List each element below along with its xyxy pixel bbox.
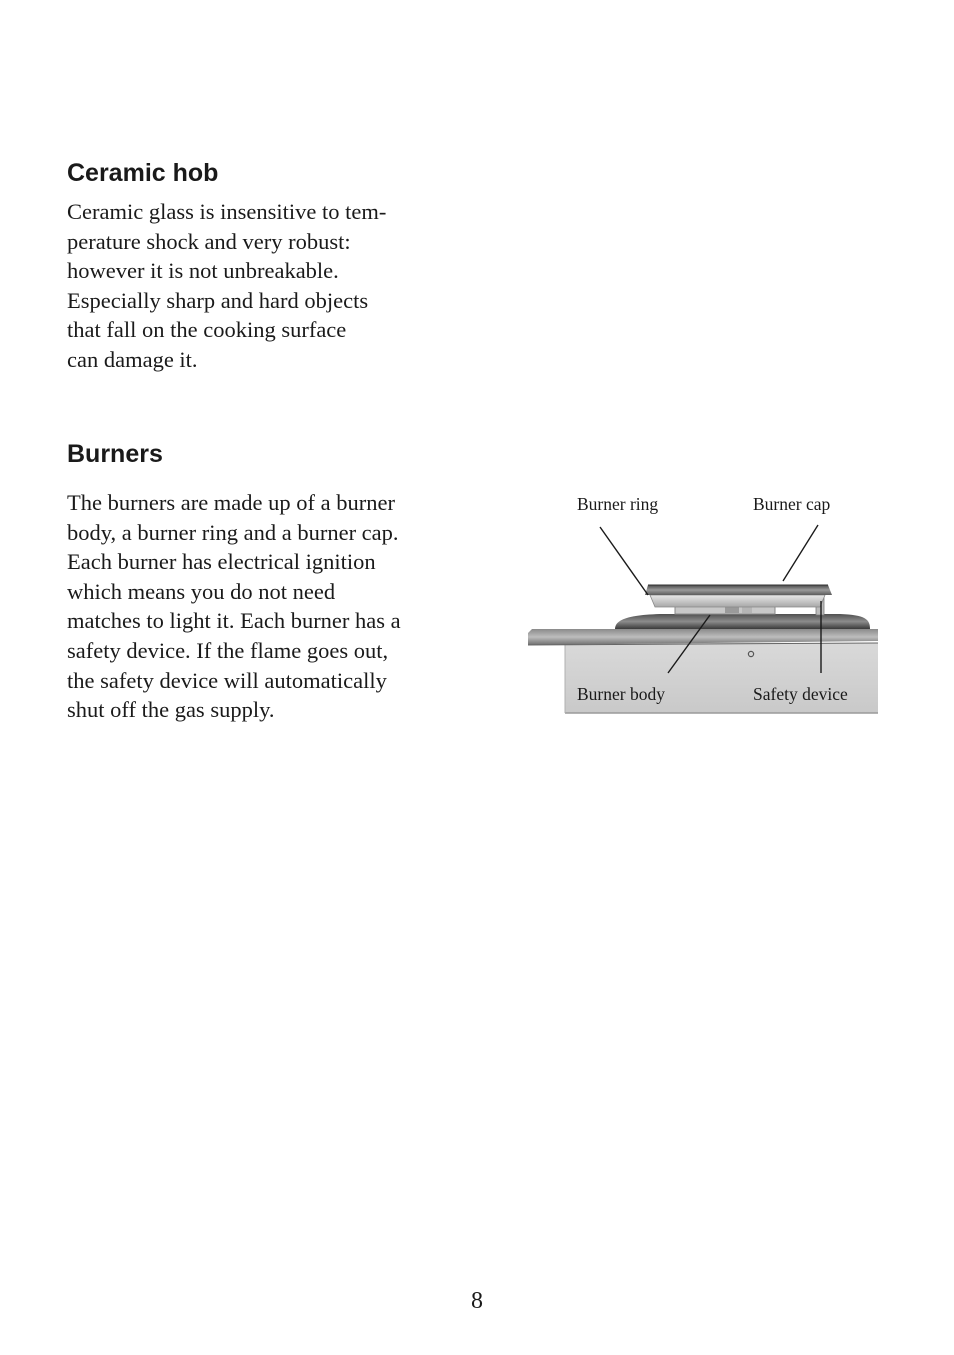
label-safety-device: Safety device [753,684,848,704]
text-line: Ceramic glass is insensitive to tem- [67,199,387,224]
burner-body [615,614,870,629]
leader-line-burner-ring [600,527,648,595]
text-line: Especially sharp and hard objects [67,287,369,313]
text-line: The burners are made up of a burner [67,490,395,515]
heading-burners: Burners [67,440,163,468]
burner-diagram [520,485,890,725]
label-burner-ring: Burner ring [577,494,659,514]
paragraph-burners [67,488,401,725]
page-number: 8 [471,1288,483,1314]
text-line: which means you do not need [67,578,336,604]
text-line: safety device. If the flame goes out, [67,637,389,663]
text-line: can damage it. [67,346,198,372]
heading-ceramic-hob: Ceramic hob [67,159,219,187]
text-line: perature shock and very robust: [67,228,351,254]
burner-ring [650,595,825,607]
paragraph-ceramic-hob [67,197,386,375]
text-line: the safety device will automatically [67,667,387,693]
text-line: that fall on the cooking surface [67,317,347,343]
text-line: matches to light it. Each burner has a [67,608,401,634]
text-line: shut off the gas supply. [67,697,275,723]
label-burner-body: Burner body [577,684,665,704]
hob-top-plate [528,629,878,645]
leader-line-burner-cap [783,525,818,581]
text-line: Each burner has electrical ignition [67,549,376,575]
label-burner-cap: Burner cap [753,494,831,514]
text-line: however it is not unbreakable. [67,258,339,284]
text-line: body, a burner ring and a burner cap. [67,519,399,545]
burner-cap [645,585,832,595]
